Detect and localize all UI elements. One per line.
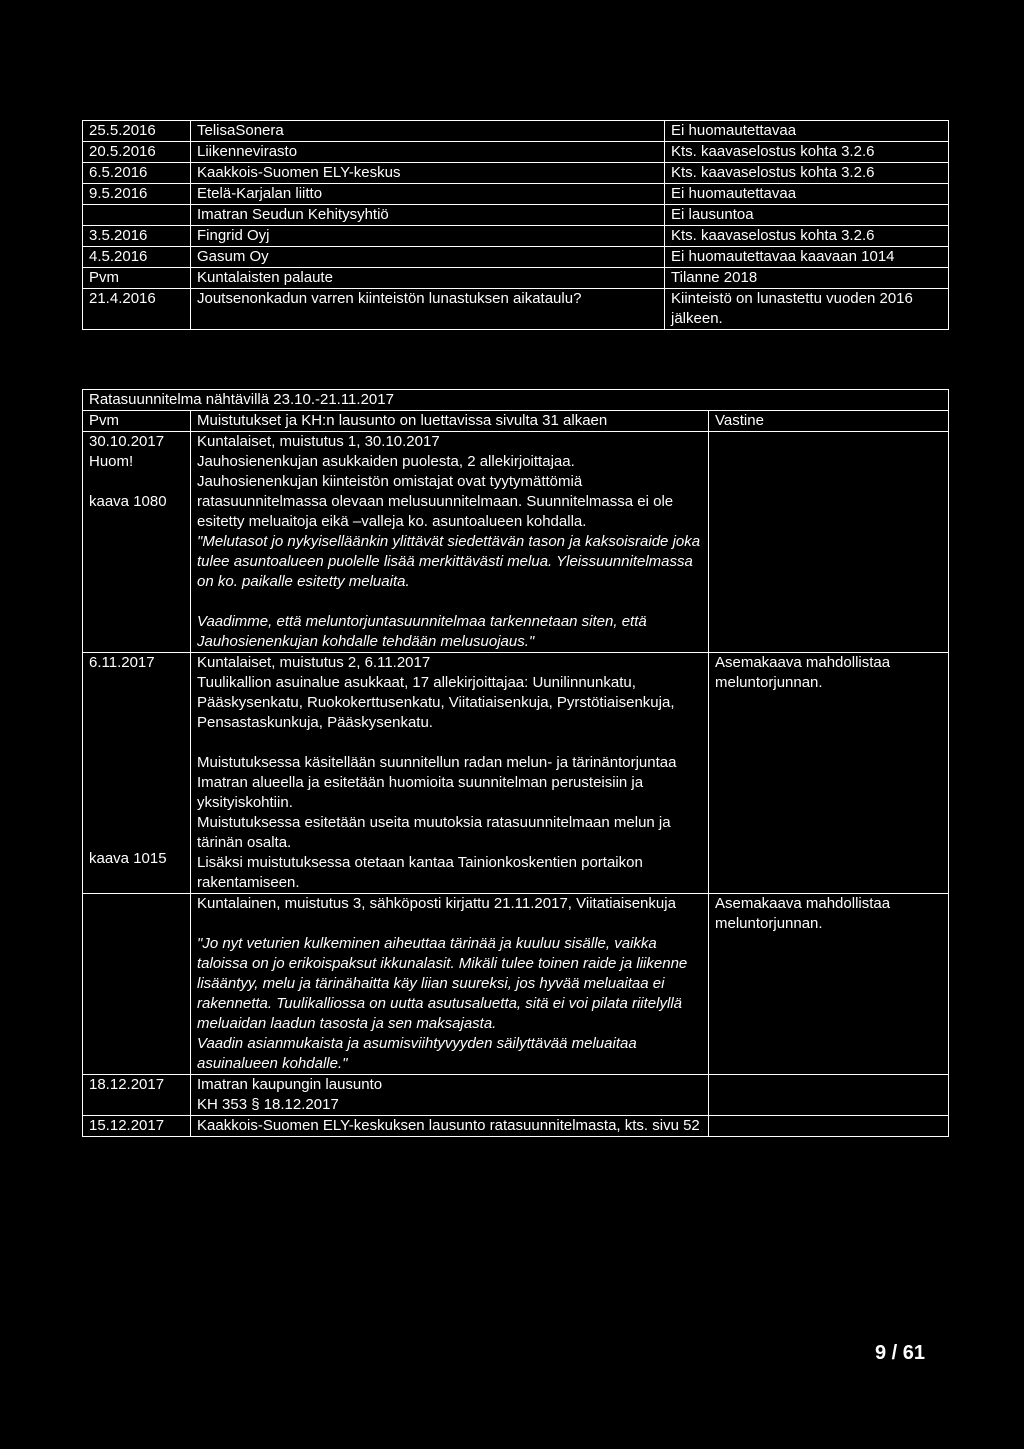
feedback-row <box>83 289 949 330</box>
row-party: Kaakkois-Suomen ELY-keskus <box>191 163 665 184</box>
row-party: Imatran Seudun Kehitysyhtiö <box>191 205 665 226</box>
header-response: Vastine <box>709 411 949 432</box>
statements-table-body <box>83 121 949 268</box>
statement-2-response <box>709 1116 949 1137</box>
reminder-3-response: Asemakaava mahdollistaa meluntorjunnan. <box>709 894 949 1075</box>
feedback-status: Kiinteistö on lunastettu vuoden 2016 jälkeen. <box>665 289 949 330</box>
statement-row <box>83 184 949 205</box>
reminder-1-note: Huom! <box>89 453 134 470</box>
reminder-1-date-cell <box>83 432 191 653</box>
reminder-row-2 <box>83 653 949 894</box>
reminder-row-1 <box>83 432 949 653</box>
header-status: Tilanne 2018 <box>665 268 949 289</box>
table-title-row <box>83 390 949 411</box>
row-party: TelisaSonera <box>191 121 665 142</box>
row-status: Kts. kaavaselostus kohta 3.2.6 <box>665 163 949 184</box>
statement-row <box>83 142 949 163</box>
feedback-header-row <box>83 268 949 289</box>
reminder-1-response <box>709 432 949 653</box>
header-date: Pvm <box>83 411 191 432</box>
row-date: 25.5.2016 <box>83 121 191 142</box>
row-date: 3.5.2016 <box>83 226 191 247</box>
reminder-3-date <box>83 894 191 1075</box>
header-date: Pvm <box>83 268 191 289</box>
statement-2-text: Kaakkois-Suomen ELY-keskuksen lausunto ratasuunnitelmasta, kts. sivu 52 <box>191 1116 709 1137</box>
reminders-table <box>82 389 949 1137</box>
reminder-1-date: 30.10.2017 <box>89 433 165 450</box>
header-reminders: Muistutukset ja KH:n lausunto on luettavissa sivulta 31 alkaen <box>191 411 709 432</box>
reminder-3-text: Kuntalainen, muistutus 3, sähköposti kirjattu 21.11.2017, Viitatiaisenkuja "Jo nyt veturien kulkeminen aiheuttaa tärinää ja kuuluu sisälle, vaikka taloissa on jo erikoispaksut ikkunalasit. Mikäli tulee toinen raide ja liikenne lisääntyy, melu ja tärinähaitta käy liian suureksi, jos hyvää meluaitaa ei rakennetta. Tuulikalliossa on uutta asutusaluetta, sitä ei voi pilata riitelyllä meluaidan laadun tasosta ja sen maksajasta. Vaadin asianmukaista ja asumisviihtyvyyden säilyttävää meluaitaa asuinalueen kohdalle." <box>191 894 709 1075</box>
statement-row <box>83 247 949 268</box>
row-date: 4.5.2016 <box>83 247 191 268</box>
reminder-2-response: Asemakaava mahdollistaa meluntorjunnan. <box>709 653 949 894</box>
reminder-2-text: Kuntalaiset, muistutus 2, 6.11.2017 Tuulikallion asuinalue asukkaat, 17 allekirjoittajaa: Uunilinnunkatu, Pääskysenkatu, Ruokokerttusenkatu, Viitatiaisenkuja, Pyrstötiaisenkuja, Pensastaskunkuja, Pääskysenkatu. Muistutuksessa käsitellään suunnitellun radan melun- ja tärinäntorjuntaa Imatran alueella ja esitetään huomioita suunnitelman perusteisiin ja yksityiskohtiin. Muistutuksessa esitetään useita muutoksia ratasuunnitelmaan melun ja tärinän osalta. Lisäksi muistutuksessa otetaan kantaa Tainionkoskentien portaikon rakentamiseen. <box>191 653 709 894</box>
feedback-text: Joutsenonkadun varren kiinteistön lunastuksen aikataulu? <box>191 289 665 330</box>
reminders-header-row <box>83 411 949 432</box>
row-status: Ei lausuntoa <box>665 205 949 226</box>
reminder-1-text: Kuntalaiset, muistutus 1, 30.10.2017 Jauhosienenkujan asukkaiden puolesta, 2 allekirjoittajaa. Jauhosienenkujan kiinteistön omistajat ovat tyytymättömiä ratasuunnitelmassa olevaan melusuunnitelmaan. Suunnitelmassa ei ole esitetty meluaitoja eikä –valleja ko. asuntoalueen kohdalla. "Melutasot jo nykyiselläänkin ylittävät siedettävän tason ja kaksoisraide joka tulee asuntoalueen puolelle lisää merkittävästi melua. Yleissuunnitelmassa on ko. paikalle esitetty meluaita. Vaadimme, että meluntorjuntasuunnitelmaa tarkennetaan siten, että Jauhosienenkujan kohdalle tehdään melusuojaus." <box>191 432 709 653</box>
row-status: Kts. kaavaselostus kohta 3.2.6 <box>665 226 949 247</box>
row-party: Gasum Oy <box>191 247 665 268</box>
row-date: 20.5.2016 <box>83 142 191 163</box>
reminder-row-3 <box>83 894 949 1075</box>
feedback-date: 21.4.2016 <box>83 289 191 330</box>
reminder-2-kaava: kaava 1015 <box>89 850 167 867</box>
row-party: Fingrid Oyj <box>191 226 665 247</box>
reminder-1-kaava: kaava 1080 <box>89 493 167 510</box>
row-date: 6.5.2016 <box>83 163 191 184</box>
statement-2-date: 15.12.2017 <box>83 1116 191 1137</box>
row-status: Kts. kaavaselostus kohta 3.2.6 <box>665 142 949 163</box>
statement-1-text: Imatran kaupungin lausunto KH 353 § 18.12.2017 <box>191 1075 709 1116</box>
row-status: Ei huomautettavaa <box>665 184 949 205</box>
statement-row <box>83 121 949 142</box>
page-number: 9 / 61 <box>874 1342 925 1364</box>
header-feedback: Kuntalaisten palaute <box>191 268 665 289</box>
row-date: 9.5.2016 <box>83 184 191 205</box>
statements-table <box>82 120 949 330</box>
statement-1-date: 18.12.2017 <box>83 1075 191 1116</box>
statement-row <box>83 226 949 247</box>
statement-row <box>83 163 949 184</box>
row-date <box>83 205 191 226</box>
statement-row-1 <box>83 1075 949 1116</box>
row-status: Ei huomautettavaa kaavaan 1014 <box>665 247 949 268</box>
row-party: Liikennevirasto <box>191 142 665 163</box>
statement-row <box>83 205 949 226</box>
statement-1-response <box>709 1075 949 1116</box>
statement-row-2 <box>83 1116 949 1137</box>
table-title: Ratasuunnitelma nähtävillä 23.10.-21.11.2017 <box>83 390 949 411</box>
row-status: Ei huomautettavaa <box>665 121 949 142</box>
reminder-2-date-cell: 6.11.2017 kaava 1015 <box>83 653 191 894</box>
row-party: Etelä-Karjalan liitto <box>191 184 665 205</box>
